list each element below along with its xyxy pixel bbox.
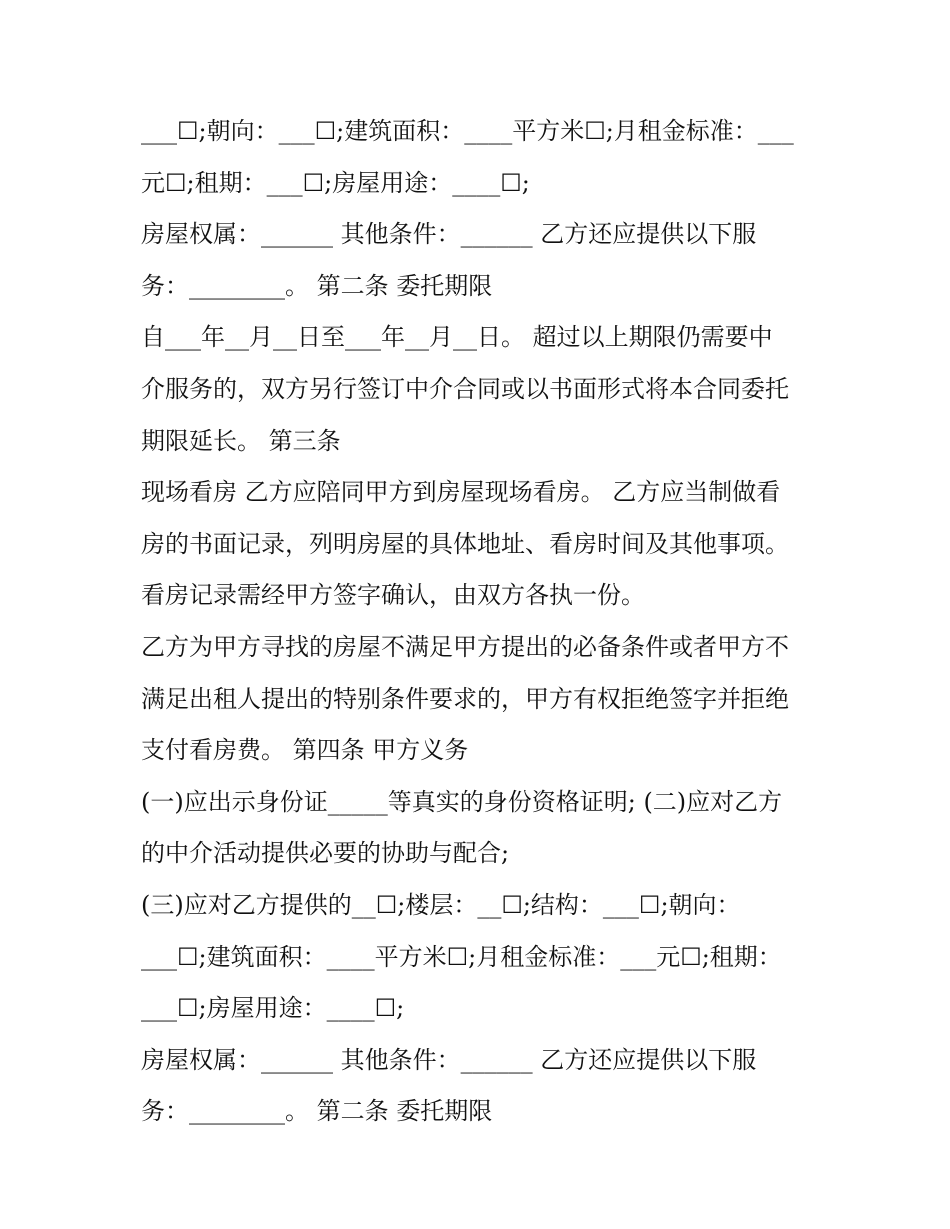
text-line: ___☐;建筑面积：____平方米☐;月租金标准：___元☐;租期： — [141, 942, 782, 971]
text-line: 满足出租人提出的特别条件要求的，甲方有权拒绝签字并拒绝 — [141, 684, 789, 713]
document-body — [141, 106, 821, 1138]
text-line: 元☐;租期：___☐;房屋用途：____☐; — [141, 168, 530, 197]
text-line: 期限延长。 第三条 — [141, 426, 341, 455]
text-line: 的中介活动提供必要的协助与配合; — [141, 839, 510, 868]
text-line: 务：________。 第二条 委托期限 — [141, 271, 493, 300]
text-line: 支付看房费。 第四条 甲方义务 — [141, 736, 469, 765]
text-line: ___☐;朝向：___☐;建筑面积：____平方米☐;月租金标准：___ — [141, 117, 794, 145]
text-line: 务：________。 第二条 委托期限 — [141, 1097, 493, 1126]
text-line: (一)应出示身份证_____等真实的身份资格证明; (二)应对乙方 — [141, 787, 783, 816]
text-line: 现场看房 乙方应陪同甲方到房屋现场看房。 乙方应当制做看 — [141, 478, 781, 507]
text-line: 自___年__月__日至___年__月__日。 超过以上期限仍需要中 — [141, 323, 773, 352]
text-line: 看房记录需经甲方签字确认，由双方各执一份。 — [141, 581, 645, 610]
text-line: 房的书面记录，列明房屋的具体地址、看房时间及其他事项。 — [141, 529, 789, 558]
text-line: 房屋权属：______ 其他条件：______ 乙方还应提供以下服 — [141, 220, 757, 249]
text-line: ___☐;房屋用途：____☐; — [141, 994, 405, 1023]
text-line: 乙方为甲方寻找的房屋不满足甲方提出的必备条件或者甲方不 — [141, 632, 789, 661]
text-line: 介服务的，双方另行签订中介合同或以书面形式将本合同委托 — [141, 374, 789, 403]
text-line: (三)应对乙方提供的__☐;楼层：__☐;结构：___☐;朝向： — [141, 890, 741, 919]
text-line: 房屋权属：______ 其他条件：______ 乙方还应提供以下服 — [141, 1045, 757, 1074]
